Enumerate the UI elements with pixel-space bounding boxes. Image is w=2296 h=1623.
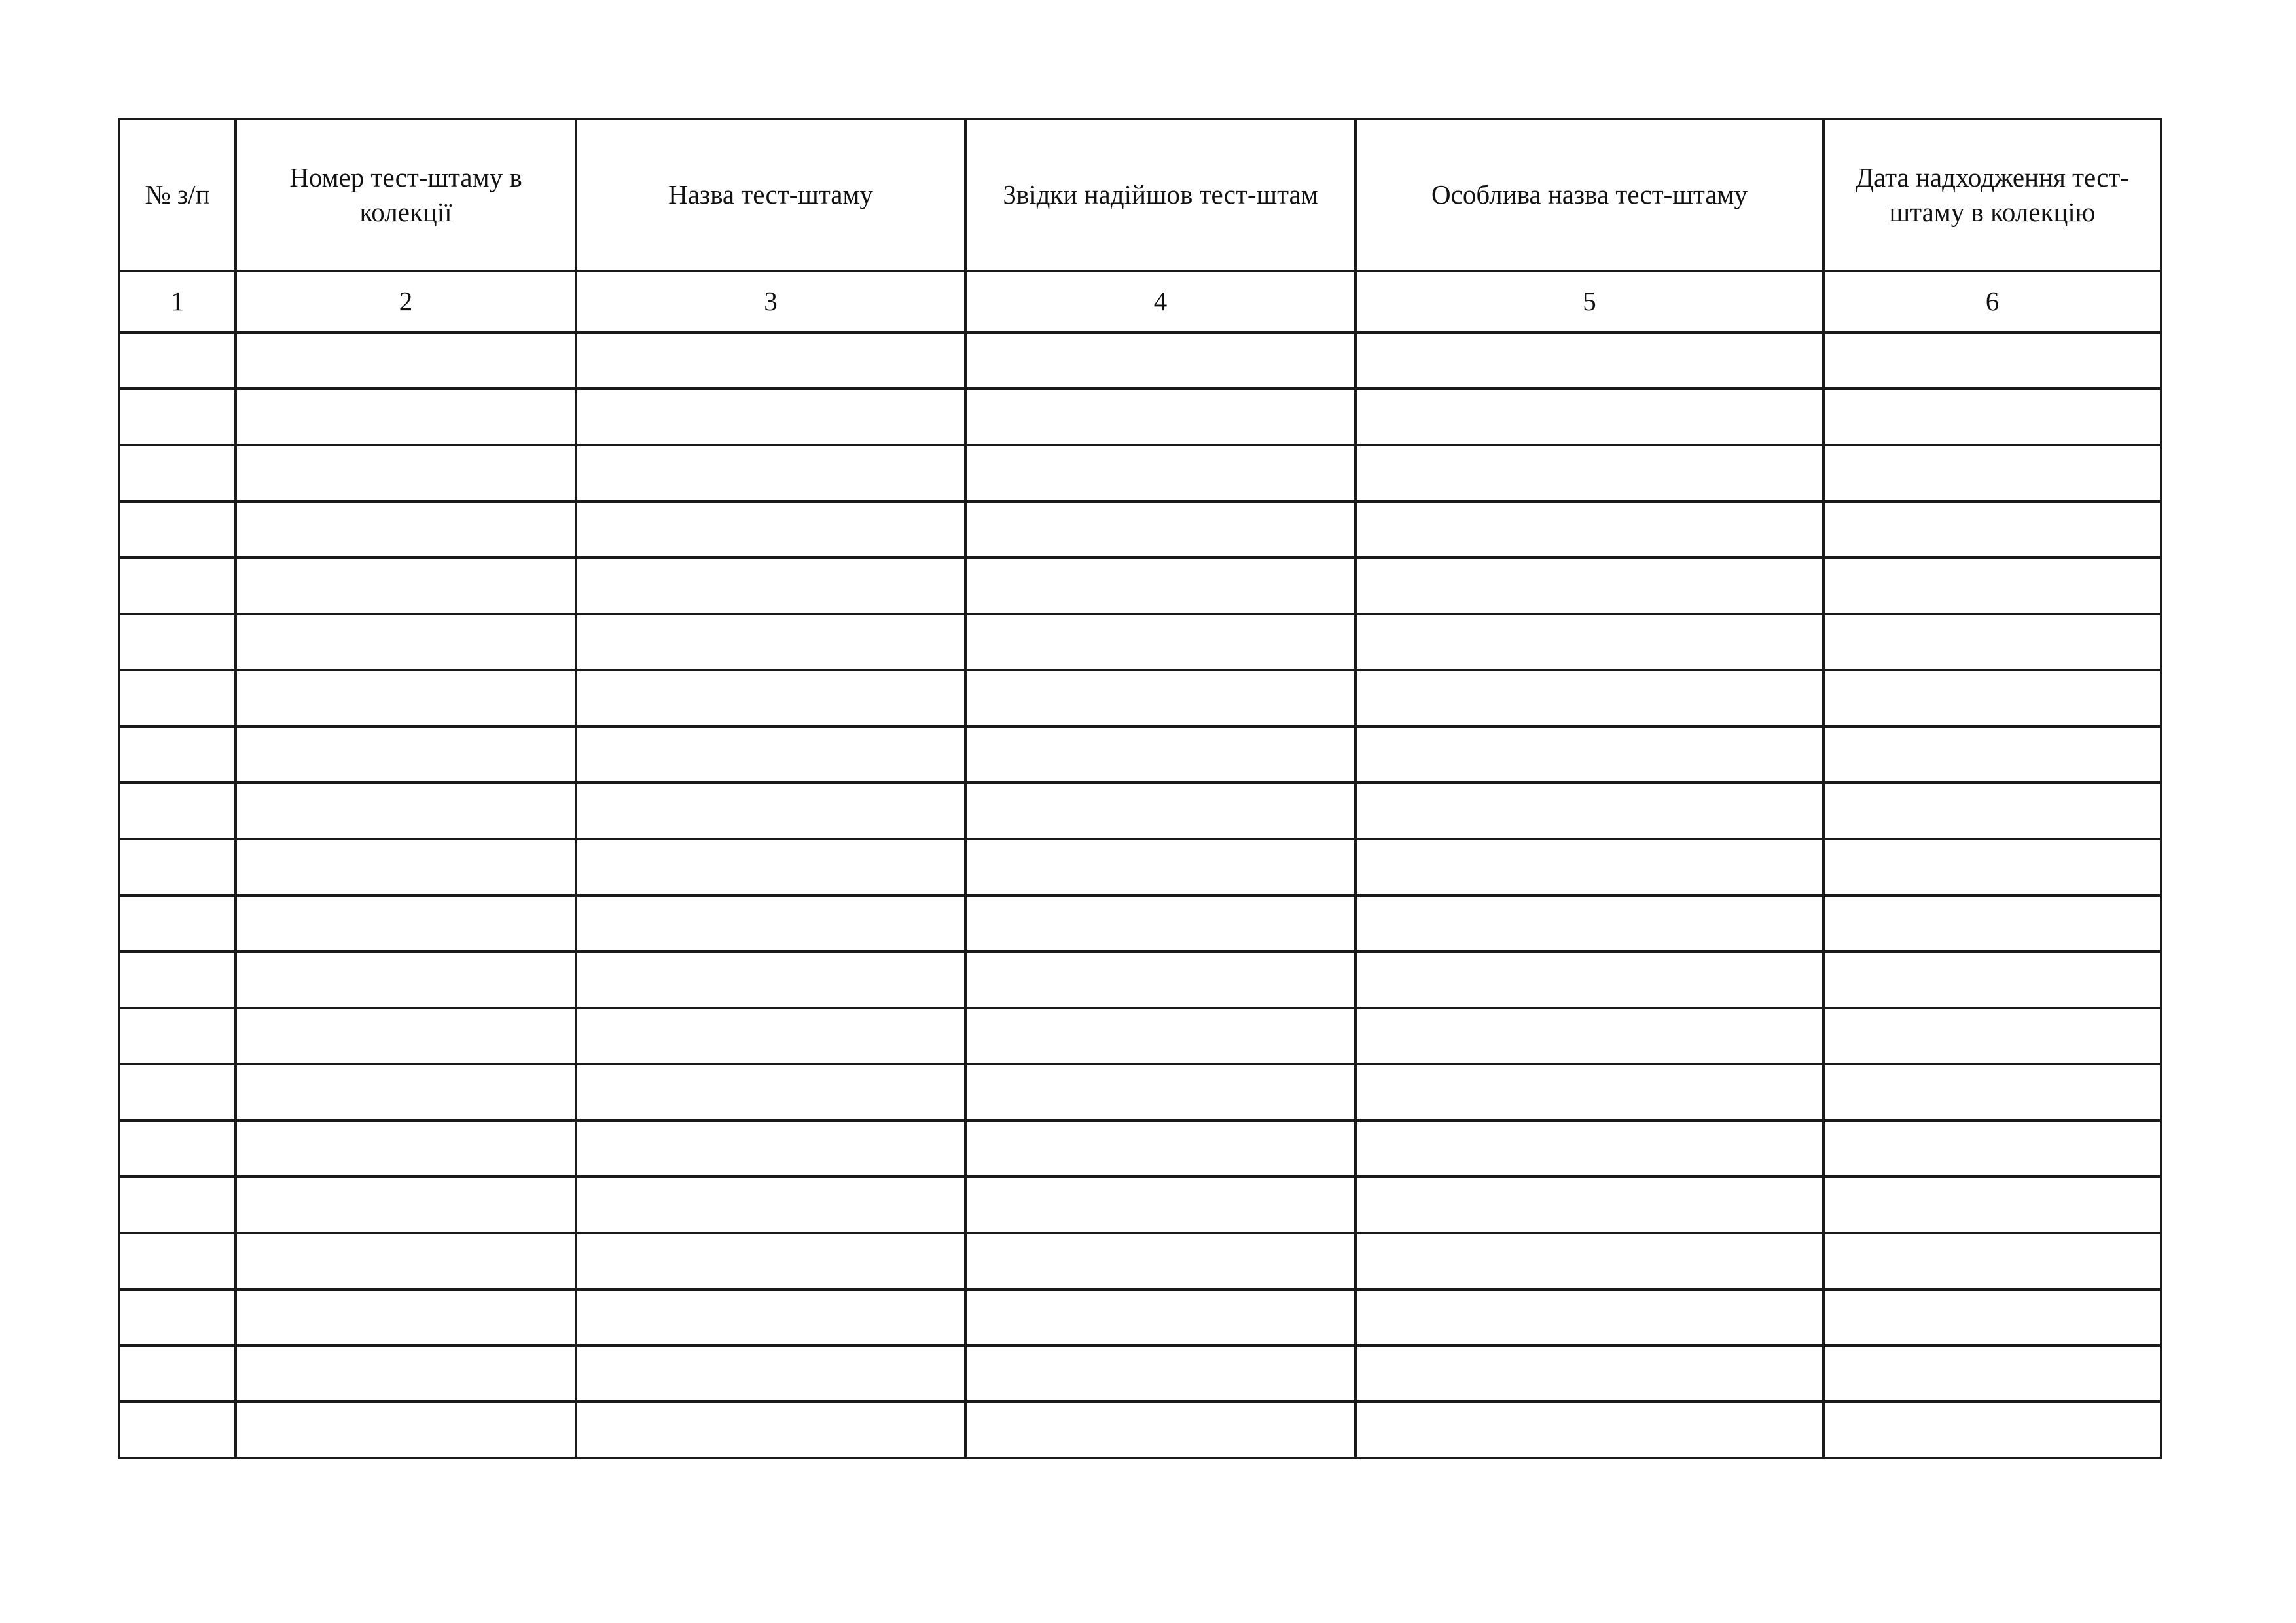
- column-number-cell: 6: [1823, 271, 2161, 332]
- column-number-cell: 5: [1355, 271, 1823, 332]
- table-cell[interactable]: [236, 614, 576, 670]
- column-number-cell: 3: [576, 271, 965, 332]
- table-row: [119, 1008, 2161, 1064]
- table-cell[interactable]: [236, 839, 576, 895]
- table-cell[interactable]: [965, 1120, 1355, 1177]
- table-cell[interactable]: [236, 501, 576, 558]
- table-cell[interactable]: [119, 1402, 236, 1458]
- table-cell[interactable]: [119, 558, 236, 614]
- table-cell[interactable]: [965, 1008, 1355, 1064]
- table-cell[interactable]: [1355, 614, 1823, 670]
- column-number-row: [119, 271, 2161, 332]
- table-cell[interactable]: [576, 445, 965, 501]
- table-cell[interactable]: [576, 1346, 965, 1402]
- table-cell[interactable]: [965, 1177, 1355, 1233]
- table-cell[interactable]: [236, 1120, 576, 1177]
- table-cell[interactable]: [236, 1346, 576, 1402]
- table-row: [119, 445, 2161, 501]
- table-cell[interactable]: [1355, 839, 1823, 895]
- table-row: [119, 783, 2161, 839]
- table-cell[interactable]: [1823, 1177, 2161, 1233]
- table-cell[interactable]: [576, 1402, 965, 1458]
- table-cell[interactable]: [1823, 558, 2161, 614]
- table-cell[interactable]: [1355, 1064, 1823, 1120]
- table-cell[interactable]: [965, 1064, 1355, 1120]
- table-cell[interactable]: [576, 501, 965, 558]
- table-cell[interactable]: [119, 445, 236, 501]
- table-cell[interactable]: [1355, 670, 1823, 726]
- table-cell[interactable]: [576, 1289, 965, 1346]
- table-row: [119, 670, 2161, 726]
- table-cell[interactable]: [1823, 501, 2161, 558]
- table-cell[interactable]: [1355, 558, 1823, 614]
- table-cell[interactable]: [1823, 670, 2161, 726]
- header-cell-special-name: Особлива назва тест-штаму: [1355, 119, 1823, 271]
- table-cell[interactable]: [576, 895, 965, 952]
- table-row: [119, 332, 2161, 389]
- table-cell[interactable]: [1355, 895, 1823, 952]
- column-number-cell: 1: [119, 271, 236, 332]
- table-cell[interactable]: [576, 726, 965, 783]
- table-row: [119, 389, 2161, 445]
- table-cell[interactable]: [119, 1289, 236, 1346]
- table-cell[interactable]: [1355, 1177, 1823, 1233]
- table-row: [119, 558, 2161, 614]
- table-row: [119, 614, 2161, 670]
- table-cell[interactable]: [119, 1346, 236, 1402]
- header-cell-receipt-date: Дата надходження тест-штаму в колекцію: [1823, 119, 2161, 271]
- table-cell[interactable]: [1823, 1289, 2161, 1346]
- table-row: [119, 1233, 2161, 1289]
- table-cell[interactable]: [576, 1120, 965, 1177]
- column-number-cell: 2: [236, 271, 576, 332]
- table-cell[interactable]: [576, 558, 965, 614]
- table-cell[interactable]: [236, 783, 576, 839]
- table-cell[interactable]: [576, 839, 965, 895]
- table-cell[interactable]: [236, 1008, 576, 1064]
- table-cell[interactable]: [236, 895, 576, 952]
- table-row: [119, 952, 2161, 1008]
- table-cell[interactable]: [119, 952, 236, 1008]
- table-header-row: [119, 119, 2161, 271]
- table-cell[interactable]: [1823, 895, 2161, 952]
- header-cell-source: Звідки надійшов тест-штам: [965, 119, 1355, 271]
- table-row: [119, 1402, 2161, 1458]
- table-cell[interactable]: [965, 558, 1355, 614]
- table-cell[interactable]: [965, 726, 1355, 783]
- table-cell[interactable]: [119, 1008, 236, 1064]
- table-cell[interactable]: [1355, 389, 1823, 445]
- header-cell-index: № з/п: [119, 119, 236, 271]
- table-cell[interactable]: [1355, 501, 1823, 558]
- header-cell-strain-name: Назва тест-штаму: [576, 119, 965, 271]
- table-cell[interactable]: [236, 726, 576, 783]
- table-cell[interactable]: [119, 670, 236, 726]
- table-cell[interactable]: [236, 1233, 576, 1289]
- table-cell[interactable]: [576, 389, 965, 445]
- table-cell[interactable]: [965, 332, 1355, 389]
- table-cell[interactable]: [1355, 445, 1823, 501]
- table-cell[interactable]: [576, 783, 965, 839]
- table-cell[interactable]: [236, 1177, 576, 1233]
- table-cell[interactable]: [236, 332, 576, 389]
- table-row: [119, 1346, 2161, 1402]
- table-cell[interactable]: [965, 952, 1355, 1008]
- table-cell[interactable]: [576, 670, 965, 726]
- table-cell[interactable]: [1355, 1233, 1823, 1289]
- table-cell[interactable]: [1355, 1346, 1823, 1402]
- table-cell[interactable]: [119, 1120, 236, 1177]
- table-cell[interactable]: [1355, 952, 1823, 1008]
- table-cell[interactable]: [236, 1064, 576, 1120]
- table-cell[interactable]: [965, 1289, 1355, 1346]
- table-cell[interactable]: [1823, 726, 2161, 783]
- table-cell[interactable]: [1823, 1233, 2161, 1289]
- table-cell[interactable]: [119, 783, 236, 839]
- table-row: [119, 1289, 2161, 1346]
- table-cell[interactable]: [1823, 839, 2161, 895]
- table-cell[interactable]: [1823, 1402, 2161, 1458]
- table-cell[interactable]: [119, 614, 236, 670]
- table-cell[interactable]: [119, 726, 236, 783]
- table-cell[interactable]: [119, 895, 236, 952]
- table-cell[interactable]: [119, 1233, 236, 1289]
- table-row: [119, 895, 2161, 952]
- table-cell[interactable]: [1823, 952, 2161, 1008]
- table-cell[interactable]: [119, 839, 236, 895]
- table-row: [119, 1064, 2161, 1120]
- test-strain-register-table: [118, 118, 2162, 1459]
- table-cell[interactable]: [576, 1177, 965, 1233]
- table-cell[interactable]: [1823, 445, 2161, 501]
- table-cell[interactable]: [236, 952, 576, 1008]
- table-cell[interactable]: [236, 389, 576, 445]
- table-cell[interactable]: [576, 1008, 965, 1064]
- table-cell[interactable]: [576, 1233, 965, 1289]
- table-cell[interactable]: [1823, 1120, 2161, 1177]
- table-cell[interactable]: [236, 1289, 576, 1346]
- table-cell[interactable]: [236, 558, 576, 614]
- table-cell[interactable]: [965, 783, 1355, 839]
- table-cell[interactable]: [965, 445, 1355, 501]
- table-cell[interactable]: [1355, 783, 1823, 839]
- table-row: [119, 1177, 2161, 1233]
- table-cell[interactable]: [576, 1064, 965, 1120]
- table-cell[interactable]: [965, 1402, 1355, 1458]
- table-row: [119, 726, 2161, 783]
- table-cell[interactable]: [119, 1177, 236, 1233]
- table-cell[interactable]: [1355, 726, 1823, 783]
- header-cell-collection-number: Номер тест-штаму в колекції: [236, 119, 576, 271]
- table-cell[interactable]: [1355, 332, 1823, 389]
- table-cell[interactable]: [965, 389, 1355, 445]
- table-cell[interactable]: [119, 501, 236, 558]
- table-cell[interactable]: [965, 1346, 1355, 1402]
- table-cell[interactable]: [1355, 1289, 1823, 1346]
- table-cell[interactable]: [1823, 389, 2161, 445]
- table-cell[interactable]: [965, 501, 1355, 558]
- table-cell[interactable]: [119, 332, 236, 389]
- table-cell[interactable]: [965, 614, 1355, 670]
- table-cell[interactable]: [1823, 783, 2161, 839]
- table-cell[interactable]: [236, 445, 576, 501]
- table-cell[interactable]: [1355, 1120, 1823, 1177]
- table-cell[interactable]: [576, 952, 965, 1008]
- table-cell[interactable]: [236, 1402, 576, 1458]
- table-cell[interactable]: [965, 895, 1355, 952]
- table-cell[interactable]: [1823, 1008, 2161, 1064]
- table-cell[interactable]: [1355, 1008, 1823, 1064]
- table-cell[interactable]: [576, 332, 965, 389]
- table-row: [119, 501, 2161, 558]
- table-cell[interactable]: [576, 614, 965, 670]
- table-cell[interactable]: [236, 670, 576, 726]
- table-cell[interactable]: [965, 839, 1355, 895]
- table-cell[interactable]: [119, 389, 236, 445]
- table-row: [119, 839, 2161, 895]
- column-number-cell: 4: [965, 271, 1355, 332]
- table-row: [119, 1120, 2161, 1177]
- table-cell[interactable]: [965, 1233, 1355, 1289]
- table-cell[interactable]: [965, 670, 1355, 726]
- table-cell[interactable]: [119, 1064, 236, 1120]
- table-cell[interactable]: [1355, 1402, 1823, 1458]
- table-cell[interactable]: [1823, 614, 2161, 670]
- table-cell[interactable]: [1823, 1064, 2161, 1120]
- table-cell[interactable]: [1823, 332, 2161, 389]
- table-cell[interactable]: [1823, 1346, 2161, 1402]
